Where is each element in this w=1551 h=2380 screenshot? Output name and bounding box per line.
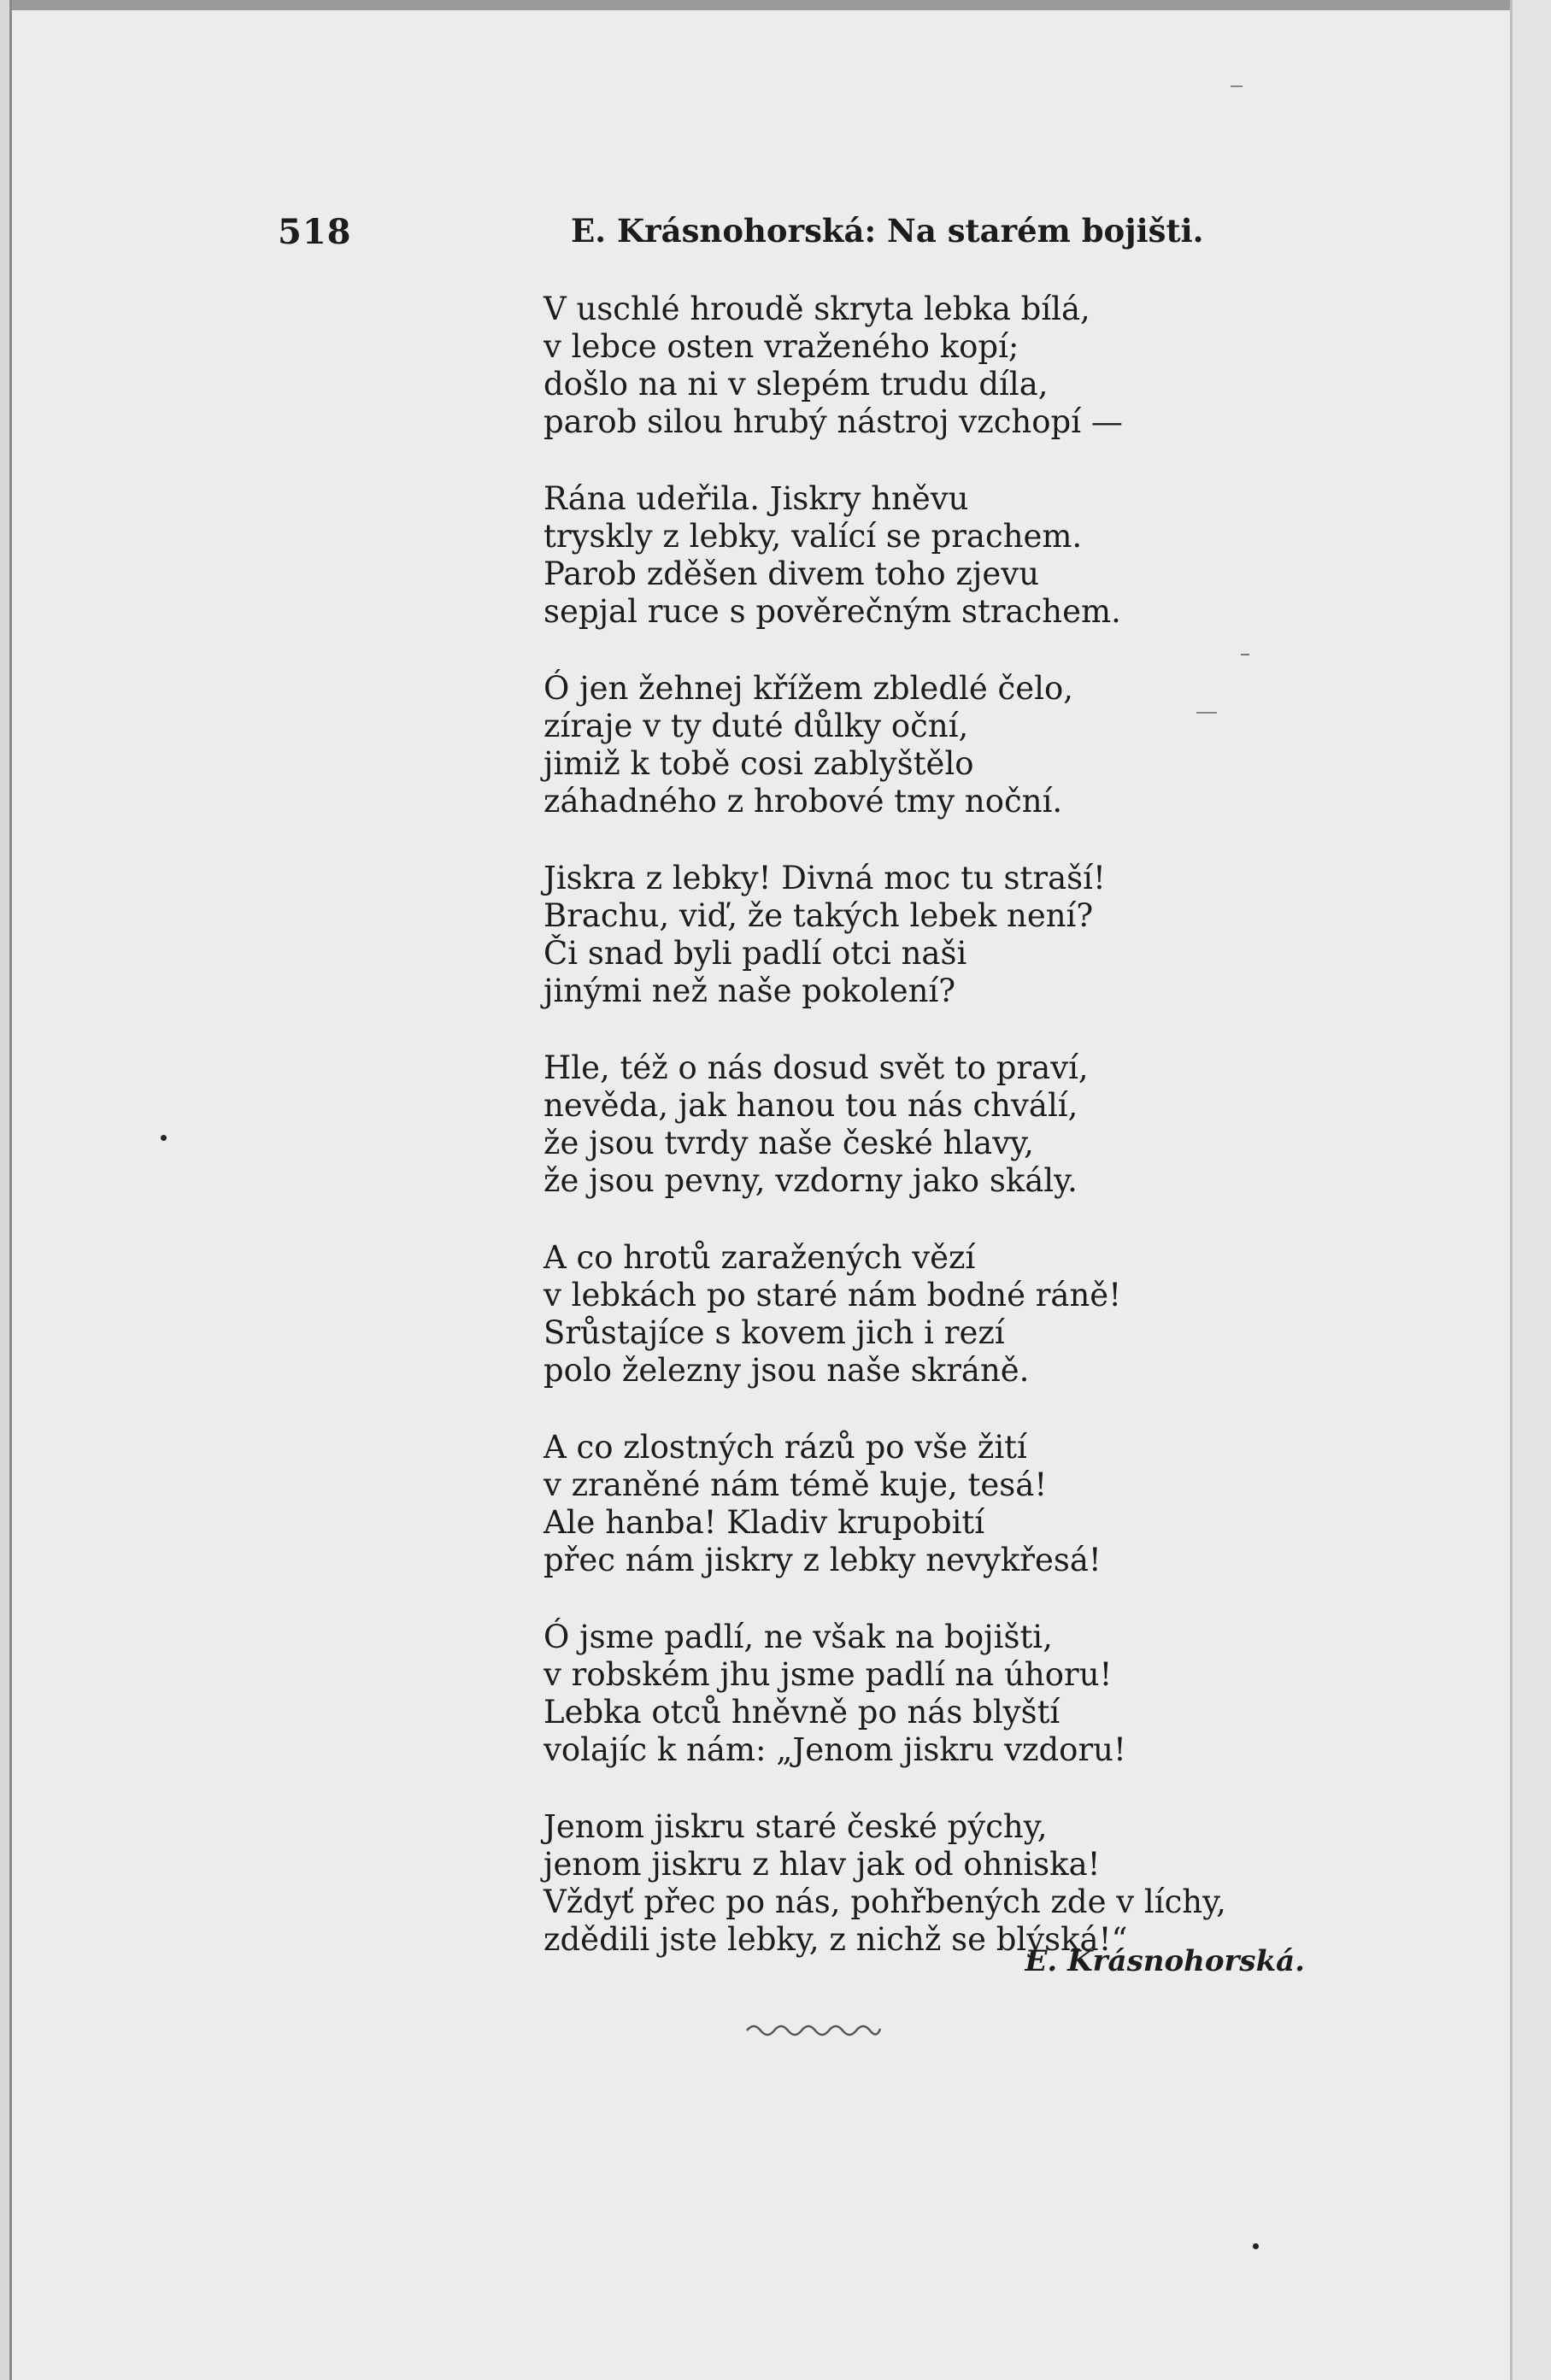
poem-line: Jenom jiskru staré české pýchy, <box>543 1808 1048 1845</box>
poem-line: Srůstajíce s kovem jich i rezí <box>543 1314 1005 1351</box>
poem-line: Brachu, viď, že takých lebek není? <box>543 897 1094 934</box>
stanza-9 <box>543 1808 1227 1959</box>
poem-line: jimiž k tobě cosi zablyštělo <box>543 745 974 782</box>
ink-speck <box>1231 85 1243 87</box>
poem-line: Vždyť přec po nás, pohřbených zde v líchy, <box>543 1883 1226 1920</box>
stanza-8 <box>543 1619 1227 1769</box>
stanza-4 <box>543 860 1227 1010</box>
poem-line: Ó jsme padlí, ne však na bojišti, <box>543 1619 1053 1655</box>
ink-speck <box>161 1135 167 1141</box>
poem <box>543 291 1227 1998</box>
poem-line: sepjal ruce s pověrečným strachem. <box>543 593 1121 630</box>
running-head: E. Krásnohorská: Na starém bojišti. <box>571 212 1204 250</box>
poem-line: Lebka otců hněvně po nás blyští <box>543 1694 1060 1731</box>
poem-line: polo železny jsou naše skráně. <box>543 1352 1030 1389</box>
poem-line: zdědili jste lebky, z nichž se blýská!“ <box>543 1921 1128 1958</box>
poem-line: přec nám jiskry z lebky nevykřesá! <box>543 1542 1102 1578</box>
poem-line: V uschlé hroudě skryta lebka bílá, <box>543 291 1090 327</box>
stanza-5 <box>543 1049 1227 1200</box>
stanza-6 <box>543 1239 1227 1390</box>
poem-line: A co zlostných rázů po vše žití <box>543 1429 1027 1466</box>
stanza-3 <box>543 670 1227 820</box>
poem-line: Jiskra z lebky! Divná moc tu straší! <box>543 860 1106 896</box>
poem-line: zíraje v ty duté důlky oční, <box>543 708 969 744</box>
poem-line: jinými než naše pokolení? <box>543 973 956 1009</box>
poem-line: Ó jen žehnej křížem zbledlé čelo, <box>543 670 1073 707</box>
poem-line: v lebkách po staré nám bodné ráně! <box>543 1277 1122 1313</box>
poem-line: došlo na ni v slepém trudu díla, <box>543 366 1049 403</box>
poem-line: tryskly z lebky, valící se prachem. <box>543 518 1083 555</box>
poem-line: jenom jiskru z hlav jak od ohniska! <box>543 1846 1101 1883</box>
poem-line: záhadného z hrobové tmy noční. <box>543 783 1063 820</box>
poem-line: Parob zděšen divem toho zjevu <box>543 555 1040 592</box>
poem-line: volajíc k nám: „Jenom jiskru vzdoru! <box>543 1731 1126 1768</box>
page-top-edge <box>0 0 1551 10</box>
stanza-1 <box>543 291 1227 441</box>
poem-line: v zraněné nám témě kuje, tesá! <box>543 1466 1048 1503</box>
poem-line: nevěda, jak hanou tou nás chválí, <box>543 1087 1078 1124</box>
author-signature: E. Krásnohorská. <box>1025 1944 1305 1978</box>
poem-line: Rána udeřila. Jiskry hněvu <box>543 480 969 517</box>
poem-line: že jsou tvrdy naše české hlavy, <box>543 1125 1034 1161</box>
poem-line: A co hrotů zaražených vězí <box>543 1239 976 1276</box>
poem-line: Ale hanba! Kladiv krupobití <box>543 1504 985 1541</box>
ink-speck <box>1253 2243 1259 2249</box>
poem-line: že jsou pevny, vzdorny jako skály. <box>543 1162 1078 1199</box>
poem-line: Hle, též o nás dosud svět to praví, <box>543 1049 1089 1086</box>
poem-line: v lebce osten vraženého kopí; <box>543 328 1019 365</box>
poem-line: v robském jhu jsme padlí na úhoru! <box>543 1656 1113 1693</box>
poem-line: Či snad byli padlí otci naši <box>543 935 967 972</box>
stanza-2 <box>543 480 1227 631</box>
page-number: 518 <box>278 212 352 252</box>
stanza-7 <box>543 1429 1227 1579</box>
page-left-edge <box>0 0 12 2380</box>
page-right-edge <box>1510 0 1551 2380</box>
end-flourish-icon <box>745 2019 882 2037</box>
ink-speck <box>1241 654 1249 655</box>
poem-line: parob silou hrubý nástroj vzchopí — <box>543 403 1123 440</box>
ink-speck <box>1196 712 1217 714</box>
